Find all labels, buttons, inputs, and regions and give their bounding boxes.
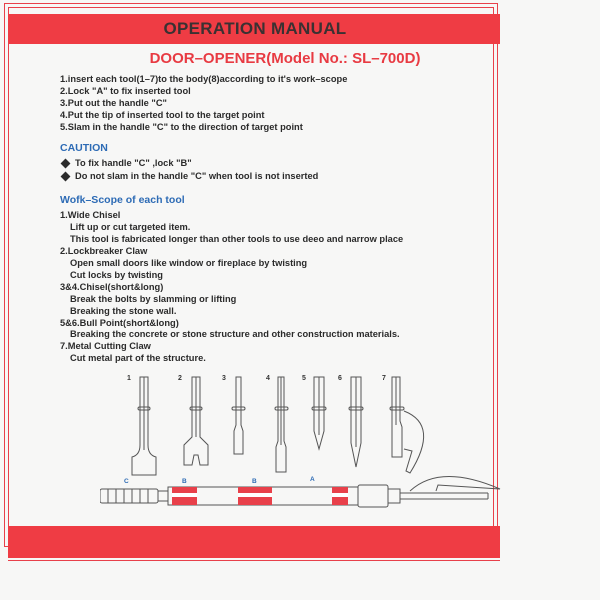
tool-description: Break the bolts by slamming or lifting — [70, 293, 237, 304]
tool-number: 1 — [127, 375, 131, 382]
tool-entry — [60, 210, 500, 246]
header-band — [8, 14, 500, 44]
tool-description: Breaking the stone wall. — [70, 305, 177, 316]
step-item: 4.Put the tip of inserted tool to the target point — [60, 109, 265, 120]
tool-number: 7 — [382, 375, 386, 382]
caution-item — [60, 170, 500, 183]
manual-content — [60, 74, 500, 365]
tool-description: Open small doors like window or fireplace by twisting — [70, 257, 308, 268]
tool-entry — [60, 318, 500, 342]
tool-number: 2 — [178, 375, 182, 382]
tool-description: Lift up or cut targeted item. — [70, 222, 191, 233]
tools-drawing-icon — [100, 365, 520, 540]
diamond-bullet-icon — [61, 172, 71, 182]
product-subtitle — [0, 50, 600, 67]
part-label-b: B — [182, 478, 187, 485]
caution-text: Do not slam in the handle "C" when tool is not inserted — [75, 171, 319, 182]
tool-title: 7.Metal Cutting Claw — [60, 341, 151, 352]
tool-description: Breaking the concrete or stone structure and other construction materials. — [70, 329, 400, 340]
tool-description: Cut metal part of the structure. — [70, 353, 206, 364]
tool-number: 3 — [222, 375, 226, 382]
tool-title: 2.Lockbreaker Claw — [60, 246, 148, 257]
step-item: 2.Lock "A" to fix inserted tool — [60, 85, 191, 96]
footer-band — [8, 526, 500, 558]
step-item: 5.Slam in the handle "C" to the direction of target point — [60, 121, 303, 132]
tools-diagram — [100, 365, 520, 540]
caution-text: To fix handle "C" ,lock "B" — [75, 158, 192, 169]
tool-entry — [60, 341, 500, 365]
tool-entry — [60, 246, 500, 282]
steps-list — [60, 74, 500, 134]
tool-title: 1.Wide Chisel — [60, 210, 121, 221]
caution-heading: CAUTION — [60, 141, 108, 154]
work-scope-heading: Wofk–Scope of each tool — [60, 194, 185, 207]
manual-title: OPERATION MANUAL — [163, 19, 347, 38]
tool-number: 6 — [338, 375, 342, 382]
product-model-title: DOOR–OPENER(Model No.: SL–700D) — [149, 50, 421, 67]
step-item: 1.insert each tool(1–7)to the body(8)according to it's work–scope — [60, 74, 348, 84]
step-item: 3.Put out the handle "C" — [60, 97, 167, 108]
part-label-b: B — [252, 478, 257, 485]
tool-entry — [60, 282, 500, 318]
tool-title: 3&4.Chisel(short&long) — [60, 281, 164, 292]
tool-description: Cut locks by twisting — [70, 269, 163, 280]
part-label-c: C — [124, 478, 129, 485]
tool-number: 4 — [266, 375, 270, 382]
caution-item — [60, 157, 500, 170]
tool-title: 5&6.Bull Point(short&long) — [60, 317, 179, 328]
part-label-a: A — [310, 476, 315, 483]
bottom-border-line — [8, 558, 500, 561]
diamond-bullet-icon — [61, 159, 71, 169]
tool-number: 5 — [302, 375, 306, 382]
tool-description: This tool is fabricated longer than other tools to use deeo and narrow place — [70, 234, 404, 245]
